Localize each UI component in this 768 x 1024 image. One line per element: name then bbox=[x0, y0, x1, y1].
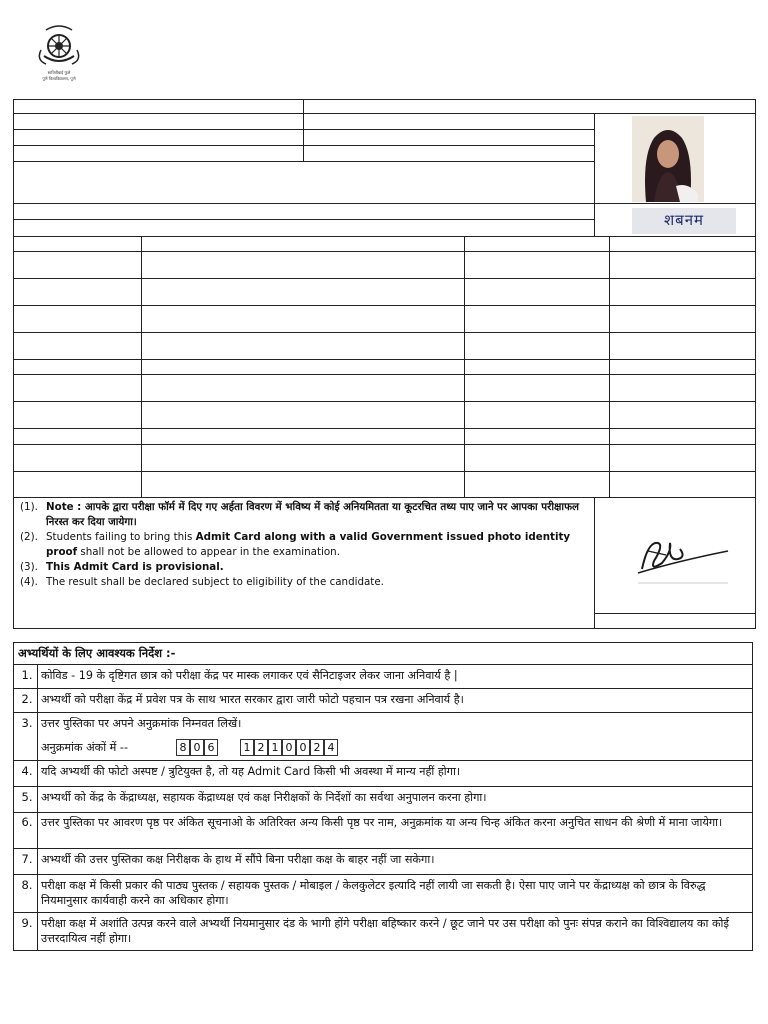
instruction-number: 4. bbox=[21, 764, 33, 778]
instruction-number: 3. bbox=[21, 716, 33, 730]
note-text-part: Students failing to bring this bbox=[46, 531, 196, 543]
note-text bbox=[46, 500, 590, 530]
instruction-number: 6. bbox=[21, 815, 33, 829]
roll-number-digit: 0 bbox=[282, 739, 296, 756]
signature-scribble-icon bbox=[628, 521, 734, 587]
note-number: (3). bbox=[20, 561, 38, 573]
instruction-text: परीक्षा कक्ष में किसी प्रकार की पाठ्य पुस्तक / सहायक पुस्तक / मोबाइल / केलकुलेटर इत्यादि नहीं लायी जा सकती है। ऐसा पाए जाने पर केंद्राध्यक्ष को छात्र के विरुद्ध नियमानुसार कार्यवाही करने का अधिकार होगा। bbox=[41, 879, 706, 907]
roll-number-digit: 0 bbox=[296, 739, 310, 756]
roll-number-digit: 2 bbox=[310, 739, 324, 756]
instruction-text: कोविड - 19 के दृष्टिगत छात्र को परीक्षा केंद्र पर मास्क लगाकर एवं सैनिटाइजर लेकर जाना अनिवार्य है | bbox=[41, 669, 458, 682]
note-item bbox=[20, 530, 590, 560]
note-text-part: This Admit Card is provisional. bbox=[46, 561, 224, 573]
note-text bbox=[46, 560, 590, 575]
instruction-text: उत्तर पुस्तिका पर आवरण पृष्ठ पर अंकित सूचनाओ के अतिरिक्त अन्य किसी पृष्ठ पर नाम, अनुक्रमांक या अन्य चिन्ह अंकित करना अनुचित साधन की श्रेणी में माना जायेगा। bbox=[41, 816, 723, 829]
instruction-number: 1. bbox=[21, 668, 33, 682]
instruction-text: यदि अभ्यर्थी की फोटो अस्पष्ट / त्रुटियुक्त है, तो यह Admit Card किसी भी अवस्था में मान्य नहीं होगा। bbox=[41, 765, 461, 778]
roll-number-label: अनुक्रमांक अंकों में -- bbox=[41, 741, 128, 754]
note-text bbox=[46, 530, 590, 560]
note-text-part: आपके द्वारा परीक्षा फॉर्म में दिए गए अर्हता विवरण में भविष्य में कोई अनियमितता या कूटरचित तथ्य पाए जाने पर आपका परीक्षाफल निरस्त कर दिया जायेगा। bbox=[46, 501, 580, 528]
instruction-number: 8. bbox=[21, 878, 33, 892]
university-logo bbox=[26, 20, 92, 82]
note-number: (1). bbox=[20, 501, 38, 513]
note-text-part: Note : bbox=[46, 501, 85, 513]
roll-number-digit: 0 bbox=[190, 739, 204, 756]
note-text bbox=[46, 575, 590, 590]
note-text-part: The result shall be declared subject to eligibility of the candidate. bbox=[46, 576, 384, 588]
instruction-number: 7. bbox=[21, 852, 33, 866]
candidate-signature-text: शबनम bbox=[663, 211, 705, 229]
note-number: (2). bbox=[20, 531, 38, 543]
note-number: (4). bbox=[20, 576, 38, 588]
instruction-number: 5. bbox=[21, 790, 33, 804]
note-text-part: shall not be allowed to appear in the examination. bbox=[77, 546, 340, 558]
roll-number-digit: 1 bbox=[268, 739, 282, 756]
authority-signature bbox=[628, 521, 734, 587]
instruction-text: उत्तर पुस्तिका पर अपने अनुक्रमांक निम्नवत लिखें। bbox=[41, 717, 242, 730]
instruction-text: अभ्यर्थी की उत्तर पुस्तिका कक्ष निरीक्षक के हाथ में सौंपे बिना परीक्षा कक्ष के बाहर नहीं जा सकेगा। bbox=[41, 853, 435, 866]
logo-line-2: पुणे विश्वविद्यालय, पुणे bbox=[42, 76, 76, 81]
roll-number-digit: 4 bbox=[324, 739, 338, 756]
roll-number-digit: 6 bbox=[204, 739, 218, 756]
instruction-number: 2. bbox=[21, 692, 33, 706]
roll-number-digit: 1 bbox=[240, 739, 254, 756]
note-item bbox=[20, 575, 590, 590]
roll-number-digit: 2 bbox=[254, 739, 268, 756]
instruction-number: 9. bbox=[21, 916, 33, 930]
instructions-title: अभ्यर्थियों के लिए आवश्यक निर्देश :- bbox=[18, 646, 176, 660]
admit-card-notes bbox=[20, 500, 590, 590]
instruction-text: अभ्यर्थी को परीक्षा केंद्र में प्रवेश पत्र के साथ भारत सरकार द्वारा जारी फोटो पहचान पत्र रखना अनिवार्य है। bbox=[41, 693, 464, 706]
logo-line-1: सावित्रीबाई फुले bbox=[47, 70, 71, 75]
instruction-text: अभ्यर्थी को केंद्र के केंद्राध्यक्ष, सहायक केंद्राध्यक्ष एवं कक्ष निरीक्षकों के निर्देशों का सर्वथा अनुपालन करना होगा। bbox=[41, 791, 487, 804]
instruction-text: परीक्षा कक्ष में अशांति उत्पन्न करने वाले अभ्यर्थी नियमानुसार दंड के भागी होंगे परीक्षा बहिष्कार करने / छूट जाने पर उस परीक्षा को पुनः संपन्न कराने का विश्विद्यालय का कोई उत्तरदायित्व नहीं होगा। bbox=[41, 917, 729, 945]
candidate-photo bbox=[632, 116, 704, 202]
roll-number-digit: 8 bbox=[176, 739, 190, 756]
candidate-signature bbox=[632, 208, 736, 234]
note-item bbox=[20, 500, 590, 530]
note-item bbox=[20, 560, 590, 575]
note-text-part: Admit Card along with a valid Government issued photo identity proof bbox=[46, 531, 571, 558]
logo-emblem-icon bbox=[26, 20, 92, 68]
